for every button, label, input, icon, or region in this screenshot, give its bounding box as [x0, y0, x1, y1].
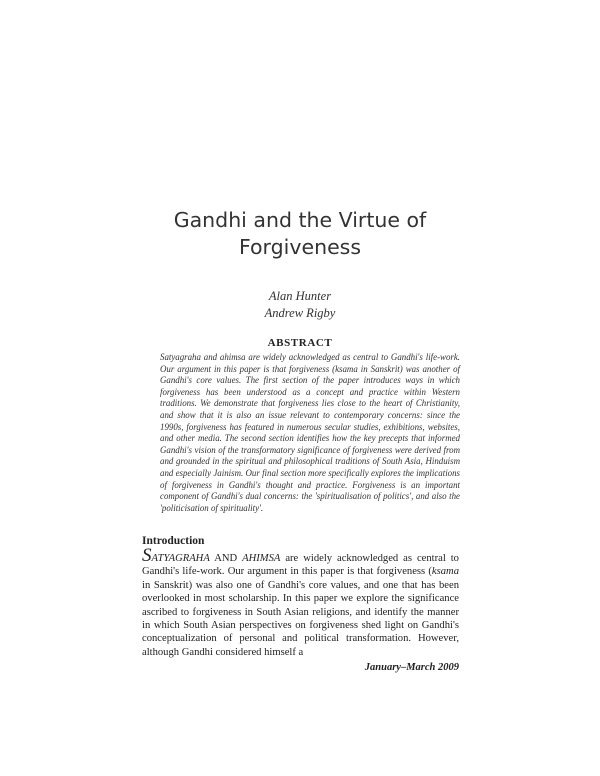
- introduction-paragraph: [142, 545, 459, 659]
- title-line-1: Gandhi and the Virtue of: [173, 208, 427, 232]
- author-name: Alan Hunter: [268, 289, 332, 303]
- section-heading-introduction: Introduction: [142, 535, 205, 547]
- abstract-heading: ABSTRACT: [267, 337, 333, 349]
- drop-cap: S: [142, 545, 152, 566]
- conjunction: AND: [209, 553, 243, 564]
- term-ksama: ksama: [431, 566, 459, 578]
- term-ahimsa: AHIMSA: [242, 553, 281, 564]
- issue-date-footer: January–March 2009: [364, 662, 459, 673]
- author-name: Andrew Rigby: [264, 306, 336, 320]
- author-list: [200, 288, 400, 322]
- intro-text-part-1: are widely acknowledged as central to Gandhi's life-work. Our argument in this paper is that forgiveness (: [142, 553, 459, 578]
- abstract-text: Satyagraha and ahimsa are widely acknowledged as central to Gandhi's life-work. Our argument in this paper is that forgiveness (ksama in Sanskrit) was another of Gandhi's core values. The first section of the paper introduces ways in which forgiveness has been understood as a concept and practice within Western traditions. We demonstrate that forgiveness lies close to the heart of Christianity, and show that it is also an issue relevant to contemporary concerns: since the 1990s, forgiveness has featured in numerous secular studies, exhibitions, websites, and other media. The second section identifies how the key precepts that informed Gandhi's vision of the transformatory significance of forgiveness were derived from and grounded in the spiritual and philosophical traditions of South Asia, Hinduism and especially Jainism. Our final section more specifically explores the implications of forgiveness in Gandhi's thought and practice. Forgiveness is an important component of Gandhi's dual concerns: the 'spiritualisation of politics', and also the 'politicisation of spirituality'.: [160, 352, 460, 513]
- intro-text-part-2: in Sanskrit) was also one of Gandhi's core values, and one that has been overlooked in most scholarship. In this paper we explore the significance ascribed to forgiveness in South Asian religions, and identify the manner in which South Asian perspectives on forgiveness shed light on Gandhi's conceptualization of personal and political transformation. However, although Gandhi considered himself a: [142, 579, 459, 658]
- title-line-2: Forgiveness: [238, 235, 362, 259]
- term-satyagraha: ATYAGRAHA: [151, 553, 210, 564]
- paper-title: [140, 207, 460, 261]
